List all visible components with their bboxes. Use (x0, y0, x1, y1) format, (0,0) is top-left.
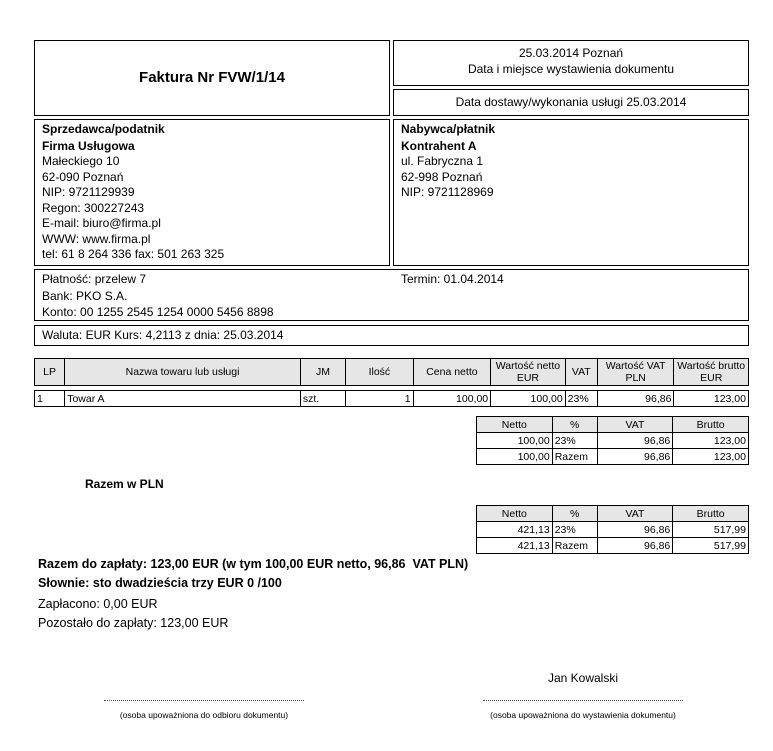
issuer-caption: (osoba upoważniona do wystawienia dokumentu) (490, 710, 676, 720)
seller-box (34, 119, 390, 266)
items-table (34, 358, 749, 407)
summary-header-net: Netto (477, 506, 553, 522)
payment-method: Płatność: przelew 7 (42, 272, 147, 286)
col-header-net-value: Wartość netto EUR (491, 359, 566, 386)
summary-vat: 96,86 (597, 433, 673, 449)
col-header-gross-value: Wartość brutto EUR (674, 359, 749, 386)
summary-rate: Razem (552, 449, 597, 465)
pln-section-title: Razem w PLN (85, 477, 164, 491)
summary-header-gross: Brutto (673, 417, 749, 433)
bank-name: Bank: PKO S.A. (42, 289, 128, 303)
issue-caption: Data i miejsce wystawienia dokumentu (467, 62, 675, 76)
payment-box (34, 269, 749, 321)
seller-address-line: 62-090 Poznań (42, 170, 124, 184)
item-net-value: 100,00 (491, 391, 566, 407)
buyer-address-line: ul. Fabryczna 1 (401, 154, 484, 168)
col-header-vat: VAT (565, 359, 597, 386)
currency-rate: Waluta: EUR Kurs: 4,2113 z dnia: 25.03.2014 (42, 328, 284, 342)
table-row (477, 538, 749, 554)
summary-pln-table (476, 505, 749, 554)
col-header-net-price: Cena netto (413, 359, 491, 386)
item-qty: 1 (346, 391, 413, 407)
payment-due-date: Termin: 01.04.2014 (401, 272, 504, 286)
col-header-unit: JM (300, 359, 345, 386)
table-row (477, 433, 749, 449)
item-name: Towar A (65, 391, 301, 407)
issuer-name: Jan Kowalski (547, 671, 619, 685)
summary-vat: 96,86 (597, 522, 673, 538)
buyer-heading: Nabywca/płatnik (401, 122, 496, 136)
summary-header-gross: Brutto (673, 506, 749, 522)
receiver-signature-line (104, 700, 304, 701)
amount-remaining: Pozostało do zapłaty: 123,00 EUR (38, 616, 229, 630)
seller-www: WWW: www.firma.pl (42, 232, 151, 246)
buyer-address-line: 62-998 Poznań (401, 170, 483, 184)
summary-rate: 23% (552, 522, 597, 538)
invoice-title: Faktura Nr FVW/1/14 (139, 69, 285, 86)
bank-account: Konto: 00 1255 2545 1254 0000 5456 8898 (42, 305, 274, 319)
seller-heading: Sprzedawca/podatnik (42, 122, 165, 136)
summary-header-vat: VAT (597, 417, 673, 433)
summary-rate: Razem (552, 538, 597, 554)
buyer-nip: NIP: 9721128969 (401, 185, 494, 199)
summary-net: 100,00 (477, 449, 553, 465)
seller-email: E-mail: biuro@firma.pl (42, 216, 161, 230)
issue-date-place: 25.03.2014 Poznań (518, 46, 624, 60)
summary-gross: 517,99 (673, 522, 749, 538)
total-to-pay: Razem do zapłaty: 123,00 EUR (w tym 100,00 EUR netto, 96,86 VAT PLN) (38, 557, 469, 571)
col-header-lp: LP (35, 359, 65, 386)
buyer-box (393, 119, 749, 266)
item-gross-value: 123,00 (674, 391, 749, 407)
currency-box (34, 325, 749, 346)
seller-address-line: Małeckiego 10 (42, 154, 120, 168)
summary-header-percent: % (552, 506, 597, 522)
delivery-date-box (393, 89, 749, 116)
buyer-name: Kontrahent A (401, 139, 477, 153)
delivery-date: Data dostawy/wykonania usługi 25.03.2014 (455, 95, 687, 109)
summary-net: 421,13 (477, 538, 553, 554)
col-header-vat-value: Wartość VAT PLN (597, 359, 674, 386)
issuer-signature-line (483, 700, 683, 701)
item-lp: 1 (35, 391, 65, 407)
summary-net: 100,00 (477, 433, 553, 449)
col-header-name: Nazwa towaru lub usługi (65, 359, 301, 386)
summary-gross: 123,00 (673, 449, 749, 465)
total-in-words: Słownie: sto dwadzieścia trzy EUR 0 /100 (38, 576, 282, 590)
summary-header-vat: VAT (597, 506, 673, 522)
item-net-price: 100,00 (413, 391, 491, 407)
seller-phone: tel: 61 8 264 336 fax: 501 263 325 (42, 247, 225, 261)
seller-regon: Regon: 300227243 (42, 201, 145, 215)
issue-date-box (393, 40, 749, 86)
amount-paid: Zapłacono: 0,00 EUR (38, 597, 158, 611)
summary-rate: 23% (552, 433, 597, 449)
summary-vat: 96,86 (597, 538, 673, 554)
summary-gross: 123,00 (673, 433, 749, 449)
item-vat-rate: 23% (565, 391, 597, 407)
summary-gross: 517,99 (673, 538, 749, 554)
summary-net: 421,13 (477, 522, 553, 538)
col-header-qty: Ilość (346, 359, 413, 386)
table-row (477, 522, 749, 538)
summary-header-percent: % (552, 417, 597, 433)
item-vat-value: 96,86 (597, 391, 674, 407)
seller-name: Firma Usługowa (42, 139, 135, 153)
summary-eur-table (476, 416, 749, 465)
summary-header-net: Netto (477, 417, 553, 433)
receiver-caption: (osoba upoważniona do odbioru dokumentu) (119, 710, 289, 720)
item-unit: szt. (300, 391, 345, 407)
invoice-title-box (34, 40, 390, 116)
summary-vat: 96,86 (597, 449, 673, 465)
table-row (477, 449, 749, 465)
seller-nip: NIP: 9721129939 (42, 185, 135, 199)
table-row (35, 391, 749, 407)
